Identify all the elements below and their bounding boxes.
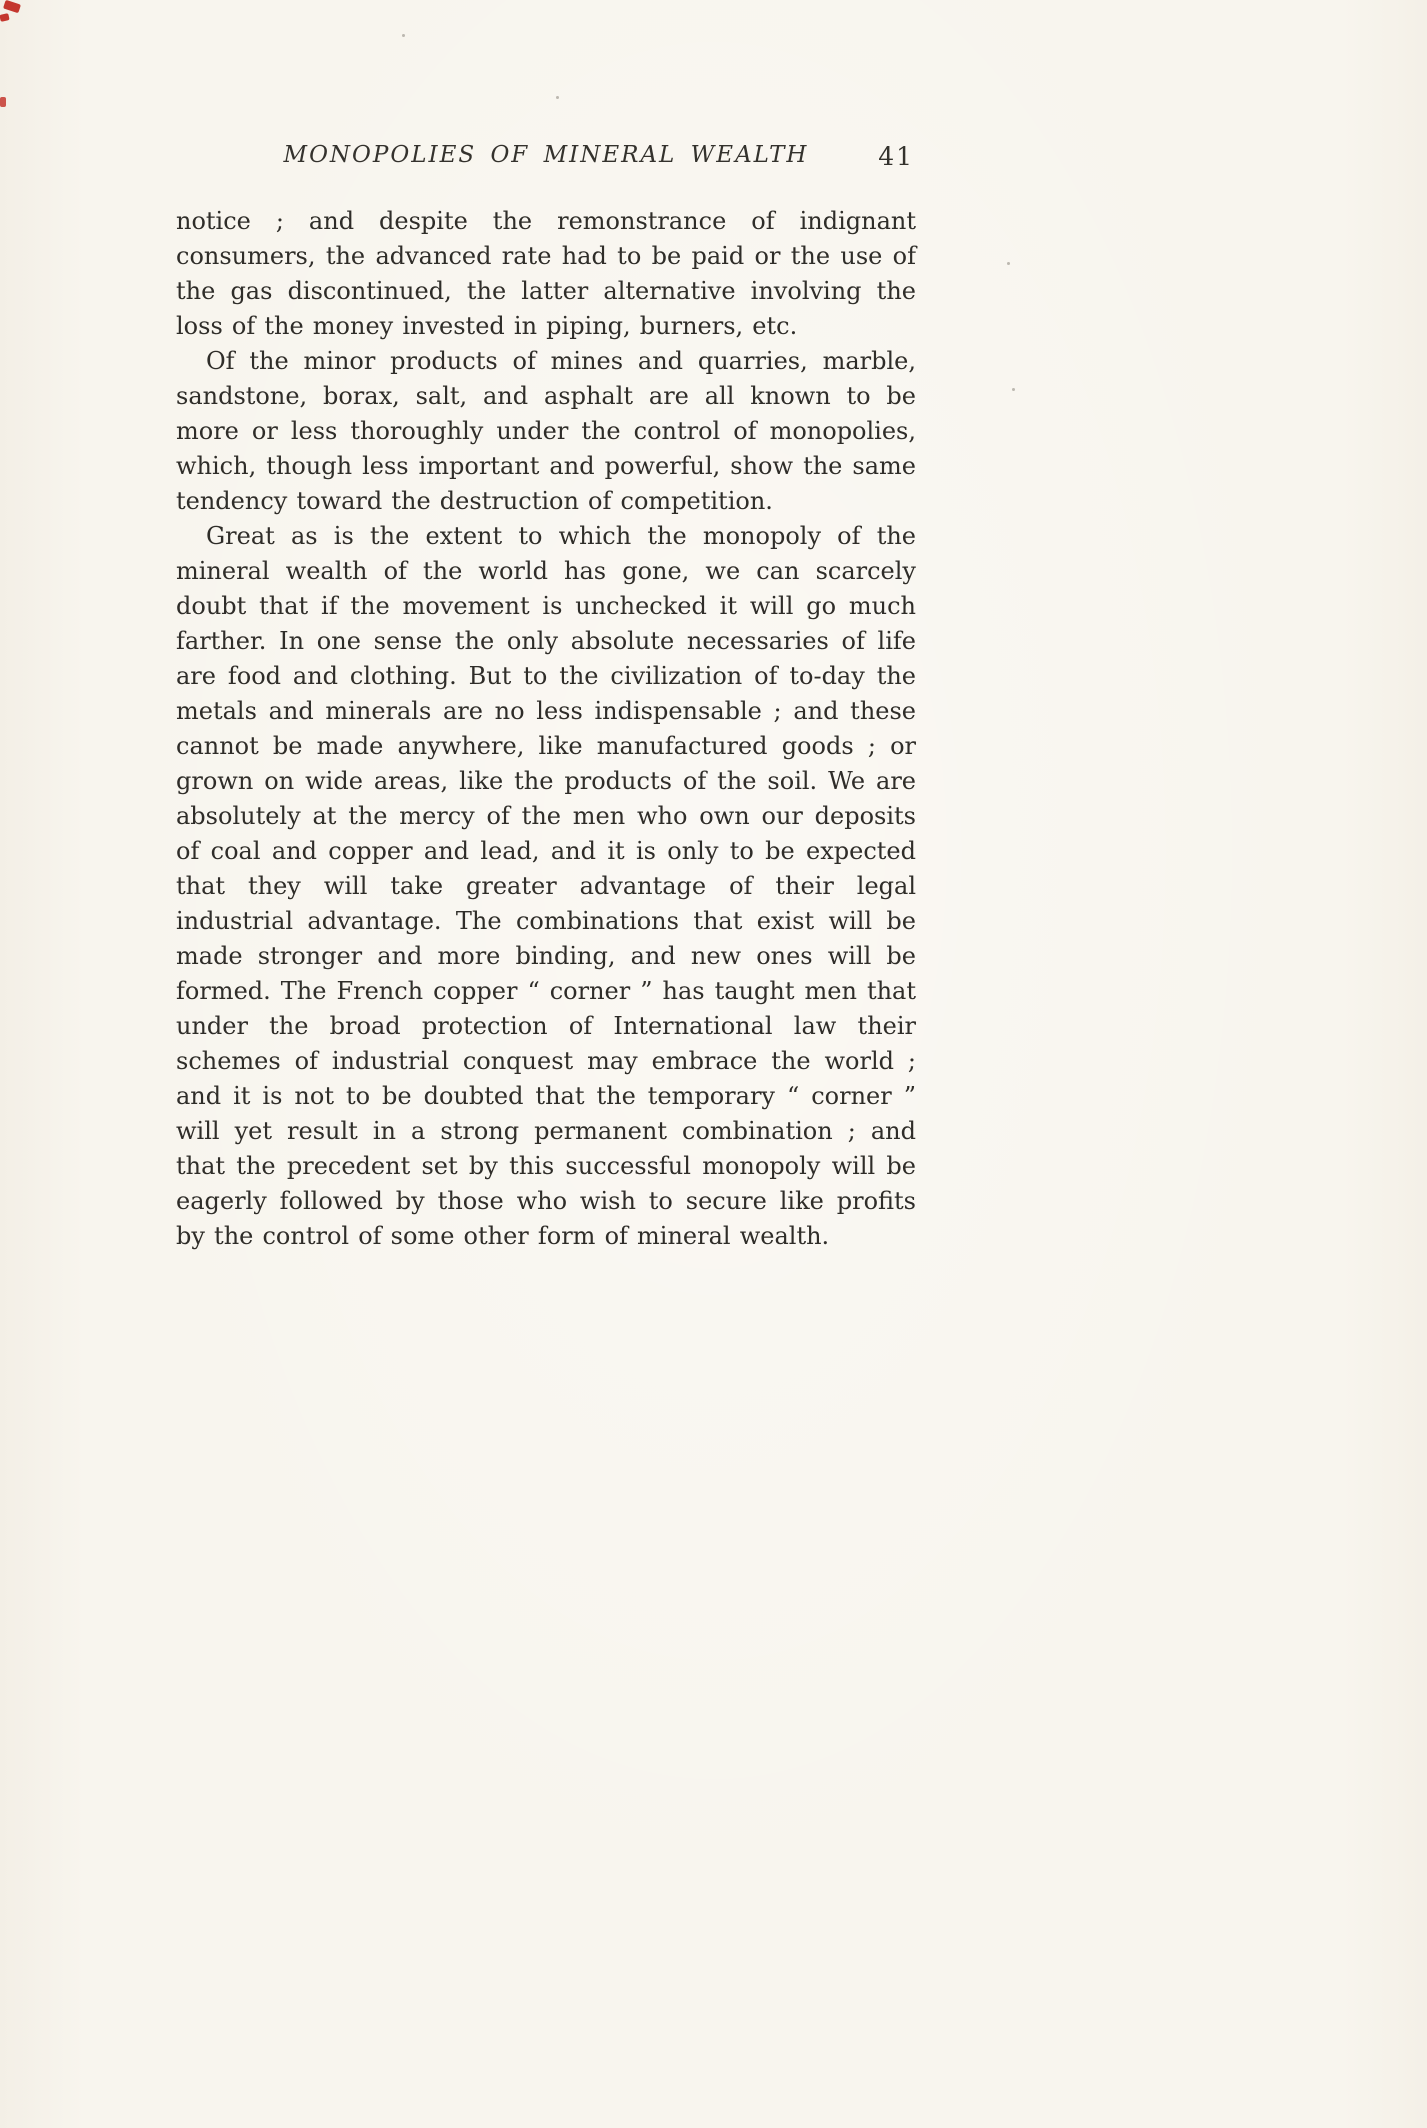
body-text bbox=[176, 204, 916, 1254]
running-title: MONOPOLIES OF MINERAL WEALTH bbox=[283, 142, 809, 168]
scan-speck bbox=[402, 34, 405, 37]
scan-speck bbox=[1012, 388, 1015, 391]
paragraph-continuation: notice ; and despite the remonstrance of indignant consumers, the advanced rate had to be paid or the use of the gas discontinued, the latter alternative involving the loss of the money invested in piping, burners, etc. bbox=[176, 207, 916, 340]
page-number: 41 bbox=[878, 142, 914, 171]
scan-speck bbox=[556, 96, 559, 99]
paragraph: Great as is the extent to which the monopoly of the mineral wealth of the world has gone, we can scarcely doubt that if the movement is unchecked it will go much farther. In one sense the only absolute necessaries of life are food and clothing. But to the civilization of to-day the metals and minerals are no less indispensable ; and these cannot be made anywhere, like manufactured goods ; or grown on wide areas, like the products of the soil. We are absolutely at the mercy of the men who own our deposits of coal and copper and lead, and it is only to be expected that they will take greater advantage of their legal industrial advantage. The combinations that exist will be made stronger and more binding, and new ones will be formed. The French copper “ corner ” has taught men that under the broad protection of International law their schemes of industrial conquest may embrace the world ; and it is not to be doubted that the temporary “ corner ” will yet result in a strong permanent combination ; and that the precedent set by this successful monopoly will be eagerly followed by those who wish to secure like profits by the control of some other form of mineral wealth. bbox=[176, 522, 916, 1250]
text-column bbox=[176, 142, 916, 1254]
scan-artifact-red bbox=[0, 97, 6, 107]
scan-speck bbox=[1007, 262, 1010, 265]
paragraph: Of the minor products of mines and quarries, marble, sandstone, borax, salt, and asphalt are all known to be more or less thoroughly under the control of monopolies, which, though less important and powerful, show the same tendency toward the destruction of competition. bbox=[176, 347, 916, 515]
scan-artifact-red bbox=[3, 0, 21, 13]
running-header bbox=[176, 142, 916, 176]
scan-artifact-red bbox=[0, 13, 10, 22]
